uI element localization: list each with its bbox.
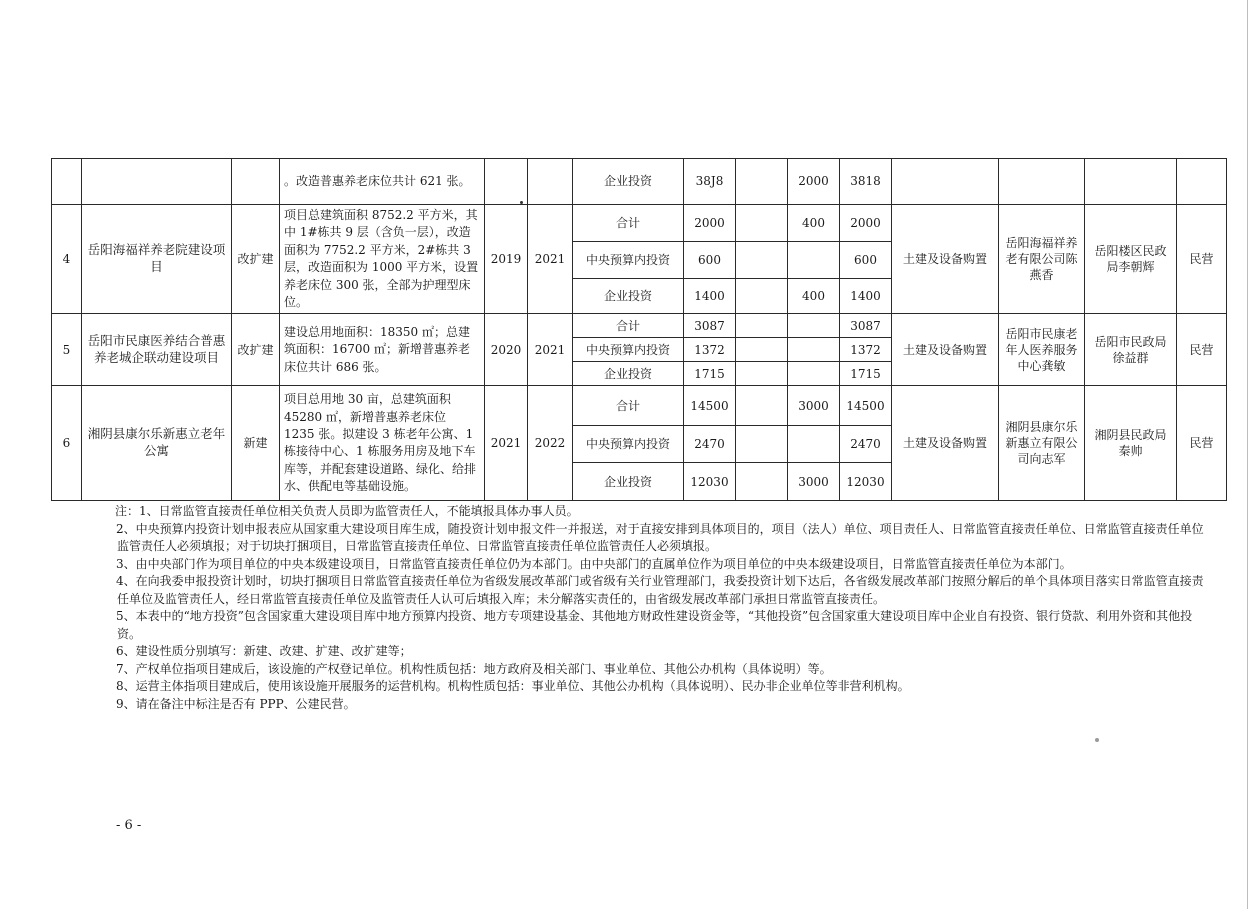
funding-local xyxy=(736,314,788,338)
note-7: 7、产权单位指项目建成后，该设施的产权登记单位。机构性质包括：地方政府及相关部门、事业单位、其他公办机构（具体说明）等。 xyxy=(116,661,832,676)
row-number xyxy=(52,159,82,205)
funding-sum: 600 xyxy=(840,242,892,279)
funding-total: 14500 xyxy=(684,386,736,426)
funding-type: 企业投资 xyxy=(573,279,684,314)
table-row xyxy=(52,314,1227,338)
end-year: 2021 xyxy=(528,314,573,386)
funding-local xyxy=(736,386,788,426)
funding-sum: 3818 xyxy=(840,159,892,205)
project-table xyxy=(51,158,1227,501)
supervisor-unit xyxy=(1085,159,1177,205)
funding-sum: 1715 xyxy=(840,362,892,386)
funding-local xyxy=(736,463,788,501)
funding-type: 企业投资 xyxy=(573,159,684,205)
table-row xyxy=(52,205,1227,242)
funding-total: 3087 xyxy=(684,314,736,338)
funding-sum: 2470 xyxy=(840,426,892,463)
funding-sum: 14500 xyxy=(840,386,892,426)
project-name xyxy=(82,159,232,205)
row-number: 5 xyxy=(52,314,82,386)
scan-speck xyxy=(520,201,523,204)
row-number: 6 xyxy=(52,386,82,501)
funding-total: 1400 xyxy=(684,279,736,314)
funding-total: 600 xyxy=(684,242,736,279)
funding-type: 中央预算内投资 xyxy=(573,338,684,362)
remark: 民营 xyxy=(1177,205,1227,314)
funding-local xyxy=(736,242,788,279)
funding-other xyxy=(788,362,840,386)
note-6: 6、建设性质分别填写：新建、改建、扩建、改扩建等； xyxy=(116,644,412,658)
funding-total: 2000 xyxy=(684,205,736,242)
funding-other: 400 xyxy=(788,205,840,242)
start-year: 2019 xyxy=(485,205,528,314)
funding-type: 企业投资 xyxy=(573,463,684,501)
end-year xyxy=(528,159,573,205)
note-3: 3、由中央部门作为项目单位的中央本级建设项目，日常监管直接责任单位仍为本部门。由中央部门的直属单位作为项目单位的中央本级建设项目，日常监管直接责任单位为本部门。 xyxy=(116,556,1072,571)
funding-other: 400 xyxy=(788,279,840,314)
owner-unit: 岳阳市民康老年人医养服务中心龚敏 xyxy=(999,314,1085,386)
project-description: 建设总用地面积：18350 ㎡；总建筑面积：16700 ㎡；新增普惠养老床位共计 686 张。 xyxy=(280,314,485,386)
construction-content: 土建及设备购置 xyxy=(892,205,999,314)
owner-unit: 岳阳海福祥养老有限公司陈燕香 xyxy=(999,205,1085,314)
table-row xyxy=(52,159,1227,205)
funding-total: 1715 xyxy=(684,362,736,386)
funding-other: 3000 xyxy=(788,386,840,426)
funding-sum: 1372 xyxy=(840,338,892,362)
scan-edge xyxy=(1247,0,1248,909)
project-name: 岳阳市民康医养结合普惠养老城企联动建设项目 xyxy=(82,314,232,386)
funding-type: 合计 xyxy=(573,314,684,338)
funding-other: 3000 xyxy=(788,463,840,501)
construction-content: 土建及设备购置 xyxy=(892,386,999,501)
funding-other: 2000 xyxy=(788,159,840,205)
remark: 民营 xyxy=(1177,314,1227,386)
table-row xyxy=(52,386,1227,426)
funding-local xyxy=(736,338,788,362)
note-1: 注：1、日常监管直接责任单位相关负责人员即为监管责任人，不能填报具体办事人员。 xyxy=(115,504,579,518)
funding-other xyxy=(788,426,840,463)
end-year: 2022 xyxy=(528,386,573,501)
funding-total: 12030 xyxy=(684,463,736,501)
funding-local xyxy=(736,205,788,242)
funding-other xyxy=(788,242,840,279)
funding-type: 企业投资 xyxy=(573,362,684,386)
funding-total: 2470 xyxy=(684,426,736,463)
funding-other xyxy=(788,338,840,362)
project-description: 。改造普惠养老床位共计 621 张。 xyxy=(280,159,485,205)
project-description: 项目总用地 30 亩，总建筑面积 45280 ㎡，新增普惠养老床位 1235 张。拟建设 3 栋老年公寓、1 栋接待中心、1 栋服务用房及地下车库等，并配套建设道路、绿化、给排水、供配电等基础设施。 xyxy=(280,386,485,501)
funding-sum: 2000 xyxy=(840,205,892,242)
owner-unit xyxy=(999,159,1085,205)
supervisor-unit: 岳阳楼区民政局李朝辉 xyxy=(1085,205,1177,314)
funding-local xyxy=(736,426,788,463)
project-nature: 改扩建 xyxy=(232,314,280,386)
funding-total: 1372 xyxy=(684,338,736,362)
funding-sum: 12030 xyxy=(840,463,892,501)
project-nature xyxy=(232,159,280,205)
funding-local xyxy=(736,279,788,314)
funding-type: 合计 xyxy=(573,205,684,242)
remark: 民营 xyxy=(1177,386,1227,501)
project-nature: 新建 xyxy=(232,386,280,501)
construction-content xyxy=(892,159,999,205)
funding-sum: 1400 xyxy=(840,279,892,314)
funding-type: 合计 xyxy=(573,386,684,426)
funding-type: 中央预算内投资 xyxy=(573,242,684,279)
supervisor-unit: 湘阴县民政局秦帅 xyxy=(1085,386,1177,501)
project-name: 湘阴县康尔乐新惠立老年公寓 xyxy=(82,386,232,501)
note-8: 8、运营主体指项目建成后，使用该设施开展服务的运营机构。机构性质包括：事业单位、其他公办机构（具体说明）、民办非企业单位等非营利机构。 xyxy=(116,679,910,693)
row-number: 4 xyxy=(52,205,82,314)
start-year xyxy=(485,159,528,205)
project-nature: 改扩建 xyxy=(232,205,280,314)
note-5: 5、本表中的“地方投资”包含国家重大建设项目库中地方预算内投资、地方专项建设基金、其他地方财政性建设资金等，“其他投资”包含国家重大建设项目库中企业自有投资、银行贷款、利用外资和其他投资。 xyxy=(116,609,1193,641)
funding-type: 中央预算内投资 xyxy=(573,426,684,463)
funding-local xyxy=(736,362,788,386)
note-2: 2、中央预算内投资计划申报表应从国家重大建设项目库生成，随投资计划申报文件一并报送，对于直接安排到具体项目的，项目（法人）单位、项目责任人、日常监管直接责任单位、日常监管直接责任单位监管责任人必须填报；对于切块打捆项目，日常监管直接责任单位、日常监管直接责任单位监管责任人必须填报。 xyxy=(116,521,1204,553)
funding-local xyxy=(736,159,788,205)
project-name: 岳阳海福祥养老院建设项目 xyxy=(82,205,232,314)
note-9: 9、请在备注中标注是否有 PPP、公建民营。 xyxy=(116,696,356,711)
note-4: 4、在向我委申报投资计划时，切块打捆项目日常监管直接责任单位为省级发展改革部门或省级有关行业管理部门，我委投资计划下达后，各省级发展改革部门按照分解后的单个具体项目落实日常监管直接责任单位及监管责任人，经日常监管直接责任单位及监管责任人认可后填报入库；未分解落实责任的，由省级发展改革部门承担日常监管直接责任。 xyxy=(116,574,1204,606)
project-description: 项目总建筑面积 8752.2 平方米，其中 1#栋共 9 层（含负一层），改造面积为 7752.2 平方米，2#栋共 3 层，改造面积为 1000 平方米，设置养老床位 300 张，全部为护理型床位。 xyxy=(280,205,485,314)
remark xyxy=(1177,159,1227,205)
scan-speck xyxy=(1095,738,1099,742)
funding-sum: 3087 xyxy=(840,314,892,338)
notes-section xyxy=(117,503,1207,713)
construction-content: 土建及设备购置 xyxy=(892,314,999,386)
funding-other xyxy=(788,314,840,338)
funding-total: 38J8 xyxy=(684,159,736,205)
supervisor-unit: 岳阳市民政局徐益群 xyxy=(1085,314,1177,386)
owner-unit: 湘阴县康尔乐新惠立有限公司向志军 xyxy=(999,386,1085,501)
start-year: 2021 xyxy=(485,386,528,501)
start-year: 2020 xyxy=(485,314,528,386)
page-number: - 6 - xyxy=(116,818,142,833)
end-year: 2021 xyxy=(528,205,573,314)
